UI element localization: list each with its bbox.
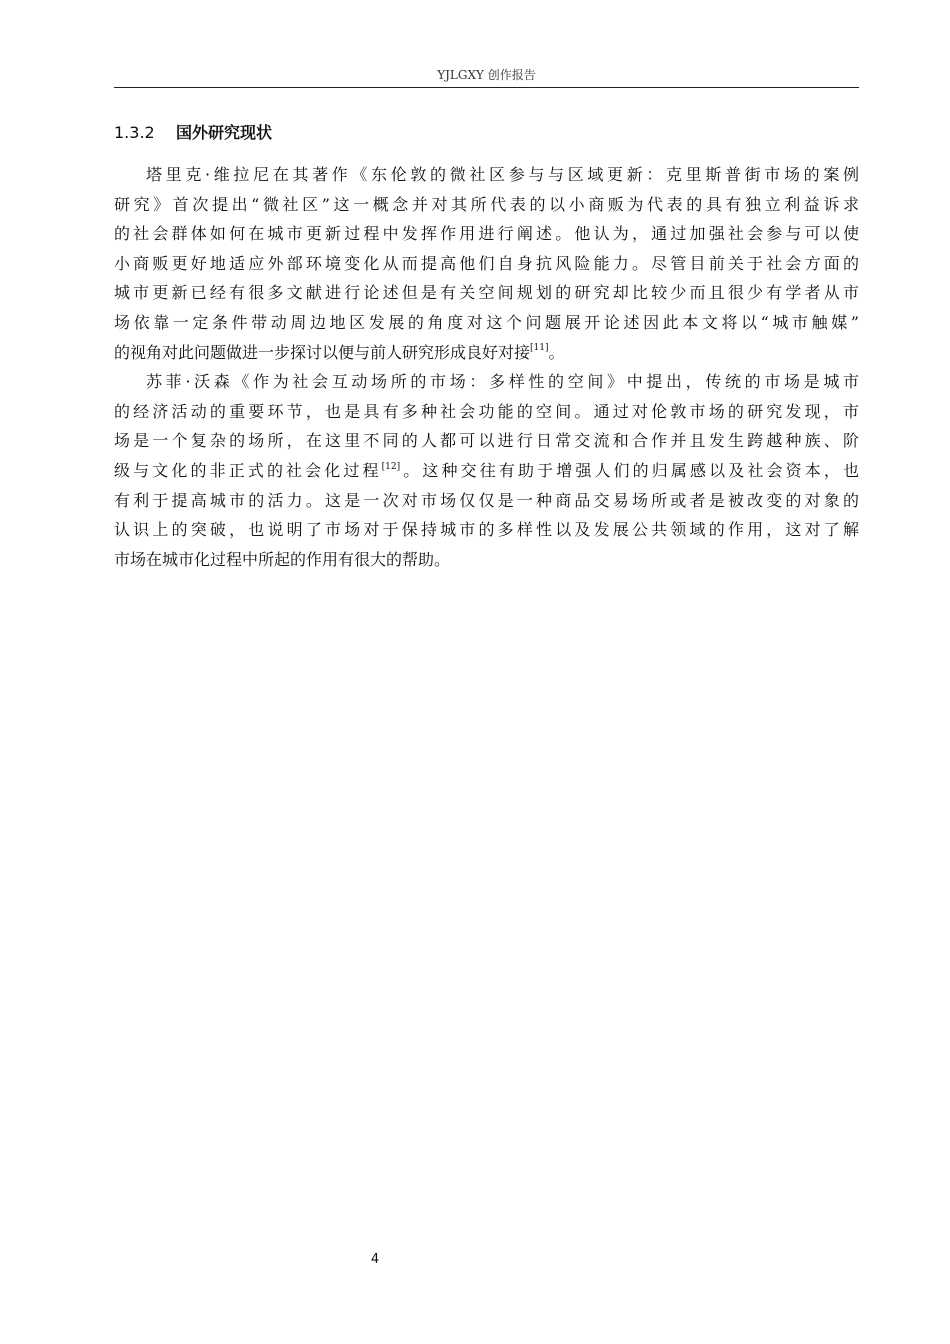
section-title: 国外研究现状 <box>176 123 273 142</box>
citation-11: [11] <box>530 343 549 354</box>
section-number: 1.3.2 <box>114 123 155 142</box>
paragraph-line: 场依靠一定条件带动周边地区发展的角度对这个问题展开论述因此本文将以“城市触媒” <box>114 312 859 332</box>
paragraph-line: 小商贩更好地适应外部环境变化从而提高他们自身抗风险能力。尽管目前关于社会方面的 <box>114 253 859 273</box>
paragraph-line-text: 级与文化的非正式的社会化过程 <box>114 460 382 480</box>
paragraph-line <box>114 456 859 486</box>
paragraph-line: 认识上的突破，也说明了市场对于保持城市的多样性以及发展公共领域的作用，这对了解 <box>114 520 859 540</box>
paragraph-line-text: 的视角对此问题做进一步探讨以便与前人研究形成良好对接 <box>114 342 531 362</box>
citation-12: [12] <box>381 461 401 472</box>
paragraph-line: 研究》首次提出“微社区”这一概念并对其所代表的以小商贩为代表的具有独立利益诉求 <box>114 194 859 214</box>
header-divider <box>114 87 859 88</box>
paragraph-line: 有利于提高城市的活力。这是一次对市场仅仅是一种商品交易场所或者是被改变的对象的 <box>114 490 859 510</box>
page-header: YJLGXY 创作报告 <box>437 68 536 82</box>
paragraph-line: 市场在城市化过程中所起的作用有很大的帮助。 <box>114 549 451 569</box>
paragraph-1 <box>114 160 859 367</box>
paragraph-line: 塔里克·维拉尼在其著作《东伦敦的微社区参与与区域更新：克里斯普街市场的案例 <box>146 165 859 184</box>
paragraph-2 <box>114 367 859 574</box>
paragraph-line: 的社会群体如何在城市更新过程中发挥作用进行阐述。他认为，通过加强社会参与可以使 <box>114 224 859 244</box>
body-text <box>114 160 859 574</box>
paragraph-line: 的经济活动的重要环节，也是具有多种社会功能的空间。通过对伦敦市场的研究发现，市 <box>114 401 859 421</box>
page-number: 4 <box>370 1252 380 1267</box>
paragraph-line-end: 。 <box>548 342 565 362</box>
paragraph-line: 苏菲·沃森《作为社会互动场所的市场：多样性的空间》中提出，传统的市场是城市 <box>146 372 859 392</box>
paragraph-line <box>114 338 859 368</box>
paragraph-line: 城市更新已经有很多文献进行论述但是有关空间规划的研究却比较少而且很少有学者从市 <box>114 283 859 303</box>
section-heading <box>114 121 272 145</box>
paragraph-line: 场是一个复杂的场所，在这里不同的人都可以进行日常交流和合作并且发生跨越种族、阶 <box>114 431 859 451</box>
paragraph-line-text: 。这种交往有助于增强人们的归属感以及社会资本，也 <box>400 460 859 480</box>
